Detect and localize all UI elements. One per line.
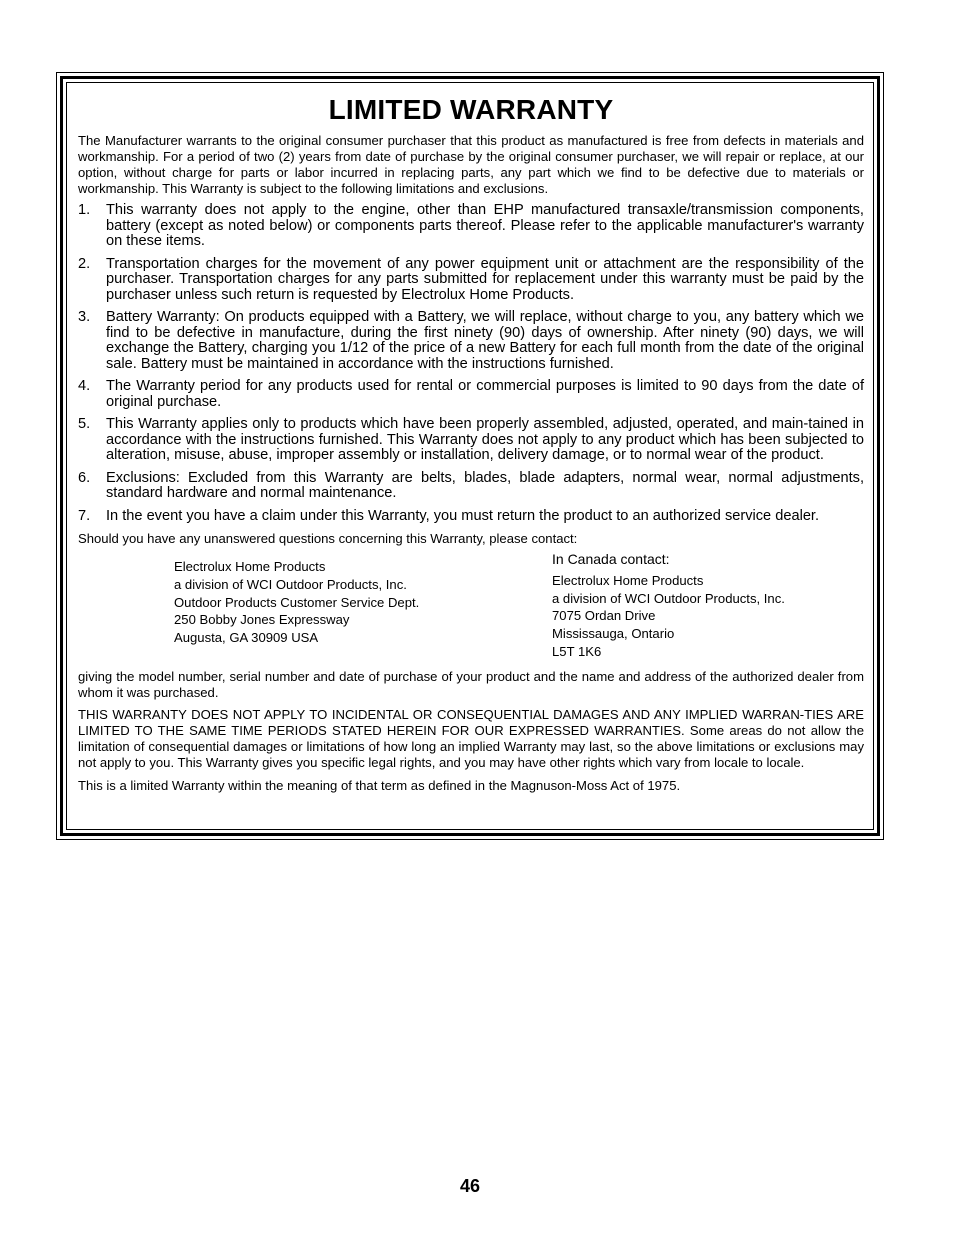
item-number: 7. <box>78 507 91 524</box>
warranty-content <box>78 94 864 794</box>
intro-paragraph: The Manufacturer warrants to the original consumer purchaser that this product as manufactured is free from defects in materials and workmanship. For a period of two (2) years from date of purchase by the original consumer purchaser, we will repair or replace, at our option, without charge for parts or labor incurred in replacing parts, any part which we find to be defective due to materials or workmanship. This Warranty is subject to the following limitations and exclusions. <box>78 133 864 196</box>
item-text: Transportation charges for the movement of any power equipment unit or attachment are the responsibility of the purchaser. Transportation charges for any parts submitted for replacement under this warranty must be paid by the purchaser unless such return is requested by Electrolux Home Products. <box>106 255 864 303</box>
address-canada <box>552 551 785 661</box>
address-line: a division of WCI Outdoor Products, Inc. <box>174 576 407 592</box>
item-number: 6. <box>78 469 91 486</box>
item-number: 4. <box>78 378 91 394</box>
address-line: Mississauga, Ontario <box>552 626 675 642</box>
address-line: 7075 Ordan Drive <box>552 608 656 624</box>
list-item <box>78 509 864 525</box>
page-number: 46 <box>459 1176 481 1196</box>
item-number: 5. <box>78 416 91 432</box>
list-item <box>78 379 864 410</box>
magnuson-moss-paragraph: This is a limited Warranty within the meaning of that term as defined in the Magnuson-Moss Act of 1975. <box>78 778 681 793</box>
item-text: Exclusions: Excluded from this Warranty are belts, blades, blade adapters, normal wear, normal adjustments, standard hardware and normal maintenance. <box>106 469 864 501</box>
address-line: a division of WCI Outdoor Products, Inc. <box>552 590 785 606</box>
item-number: 1. <box>78 202 91 218</box>
canada-contact-heading: In Canada contact: <box>552 551 670 567</box>
item-text: Battery Warranty: On products equipped with a Battery, we will replace, without charge to you, any battery which we find to be defective in manufacture, during the first ninety (90) days of ownership. After ninety (90) days, we will exchange the Battery, charging you 1/12 of the price of a new Battery for each full month from the date of the original sale. Battery must be maintained in accordance with the instructions furnished. <box>106 309 864 372</box>
after-address-paragraph: giving the model number, serial number and date of purchase of your product and the name and address of the authorized dealer from whom it was purchased. <box>78 669 864 700</box>
item-text: The Warranty period for any products used for rental or commercial purposes is limited to 90 days from the date of original purchase. <box>106 378 864 410</box>
item-number: 3. <box>78 309 91 325</box>
list-item <box>78 203 864 250</box>
item-number: 2. <box>78 255 91 272</box>
item-text: In the event you have a claim under this Warranty, you must return the product to an authorized service dealer. <box>106 507 820 524</box>
list-item <box>78 257 864 304</box>
address-line: Electrolux Home Products <box>174 559 326 574</box>
address-line: 250 Bobby Jones Expressway <box>174 612 350 628</box>
list-item <box>78 471 864 502</box>
address-line: Outdoor Products Customer Service Dept. <box>174 594 420 610</box>
disclaimer-paragraph: THIS WARRANTY DOES NOT APPLY TO INCIDENTAL OR CONSEQUENTIAL DAMAGES AND ANY IMPLIED WARRAN-TIES ARE LIMITED TO THE SAME TIME PERIODS STATED HEREIN FOR OUR EXPRESSED WARRANTIES. Some areas do not allow the limitation of consequential damages or limitations of how long an implied Warranty may last, so the above limitations or exclusions may not apply to you. This Warranty gives you specific legal rights, and you may have other rights which vary from locale to locale. <box>78 707 864 770</box>
address-line: Augusta, GA 30909 USA <box>174 630 319 646</box>
contact-intro: Should you have any unanswered questions concerning this Warranty, please contact: <box>78 531 578 546</box>
page-title: LIMITED WARRANTY <box>328 94 614 125</box>
item-text: This Warranty applies only to products which have been properly assembled, adjusted, operated, and main-tained in accordance with the instructions furnished. This Warranty does not apply to any product which has been subjected to alteration, misuse, abuse, improper assembly or installation, delivery damage, or to normal wear of the product. <box>106 416 864 463</box>
address-block <box>78 547 864 665</box>
list-item <box>78 417 864 464</box>
address-line: Electrolux Home Products <box>552 572 704 588</box>
item-text: This warranty does not apply to the engine, other than EHP manufactured transaxle/transmission components, battery (except as noted below) or components parts thereof. Please refer to the applicable manufacturer's warranty on these items. <box>106 202 864 249</box>
limitations-list <box>78 203 864 524</box>
address-us <box>174 558 419 647</box>
list-item <box>78 310 864 372</box>
address-line: L5T 1K6 <box>552 643 602 659</box>
